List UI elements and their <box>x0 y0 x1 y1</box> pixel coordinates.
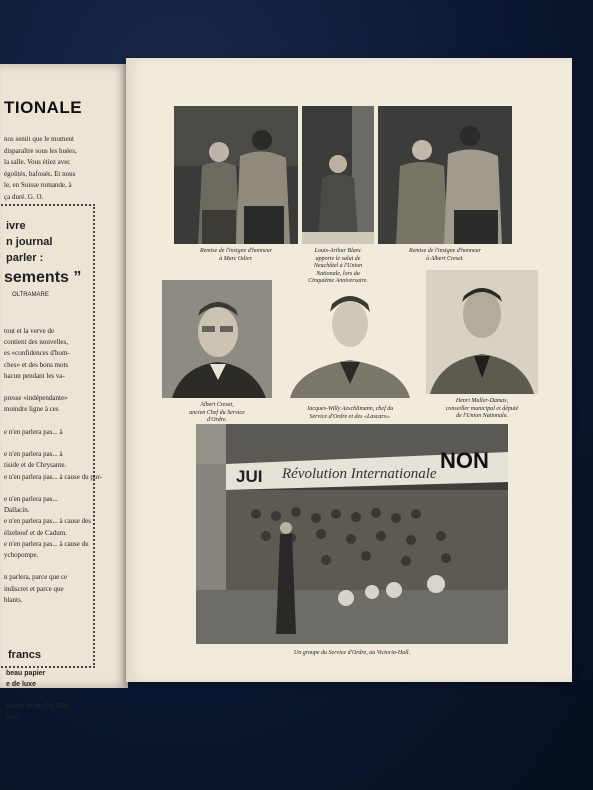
photo-marc-odier <box>174 106 298 244</box>
caption-3 <box>378 248 512 263</box>
ad-body-line: n parlera, parce que ce <box>4 573 68 582</box>
ad-body-line: e n'en parlera pas... à cause du por- <box>4 472 102 481</box>
photo-victoria-hall <box>196 424 508 644</box>
ad-body-line: élzebouf et de Cadum. <box>4 528 67 537</box>
ad-heading-line: n journal <box>6 236 53 248</box>
ad-heading-line: ivre <box>6 220 26 232</box>
ad-heading-line: parler : <box>6 252 44 264</box>
ad-author: OLTRAMARE <box>12 292 49 298</box>
ad-footer-line: e de luxe <box>6 681 36 688</box>
photo-louis-arthur-blanc <box>302 106 374 244</box>
caption-line: Jacques-Willy Aeschlimann, chef du <box>306 406 394 412</box>
ad-body-line: e n'en parlera pas... <box>4 495 58 504</box>
intro-line: égoûtés, bafoués. Et nous <box>4 169 76 178</box>
ad-footer-line: airies et au PILORI, <box>6 703 70 710</box>
caption-line: Service d'Ordre et des «Lascars». <box>309 413 391 420</box>
ad-body-line: Dallacin. <box>4 506 30 515</box>
photo-muller-damas-portrait <box>426 270 538 394</box>
left-page <box>0 64 128 721</box>
photo-albert-creset-insigne <box>378 106 512 244</box>
right-page <box>126 58 572 682</box>
caption-5 <box>276 406 424 421</box>
caption-line: Remise de l'insigne d'honneur <box>408 248 482 254</box>
ad-body-line: indiscret et parce que <box>4 584 64 593</box>
caption-line: conseiller municipal et député <box>445 405 519 412</box>
ad-body-line: e n'en parlera pas... à cause du <box>4 539 89 548</box>
ad-footer-line: beau papier <box>6 670 46 677</box>
caption-line: Albert Creset, <box>200 402 234 408</box>
left-page-title: TIONALE <box>4 98 83 117</box>
caption-line: Remise de l'insigne d'honneur <box>199 248 273 254</box>
caption-4 <box>162 402 272 425</box>
ad-footer-line <box>6 690 70 701</box>
intro-line: la salle. Vous étiez avec <box>4 158 71 166</box>
intro-line: disparaître sous les huées, <box>4 146 77 155</box>
banner-right-text: NON <box>440 448 489 473</box>
ad-body-line <box>4 438 94 449</box>
ad-body-text <box>4 326 102 606</box>
ad-body-line: presse «indépendante» <box>4 394 68 403</box>
caption-line: ancien Chef du Service <box>189 409 245 416</box>
photo-aeschlimann-portrait <box>286 284 414 398</box>
banner-text: Révolution Internationale <box>282 466 437 482</box>
caption-line: de l'Union Nationale. <box>456 413 508 419</box>
ad-body-line: moindre ligne à ces <box>4 405 59 414</box>
ad-price: francs <box>8 649 42 661</box>
ad-body-line: e n'en parlera pas... à <box>4 427 63 436</box>
ad-body-line: tout et la verve de <box>4 327 55 335</box>
ad-body-line: hacun pendant les va- <box>4 371 65 380</box>
ad-body-line <box>4 561 94 572</box>
photo-albert-creset-portrait <box>162 280 272 398</box>
ad-body-line: ychopompe. <box>4 551 39 560</box>
intro-line: le, en Suisse romande, à <box>4 181 72 189</box>
ad-body-line: e n'en parlera pas... à cause des <box>4 517 91 526</box>
caption-2 <box>296 248 380 286</box>
caption-1 <box>174 248 298 263</box>
ad-footer <box>6 668 70 723</box>
ad-body-line: contient des nouvelles, <box>4 338 68 347</box>
intro-line: ça duré. G. O. <box>4 192 44 201</box>
caption-line: Cinquième Anniversaire. <box>308 278 368 284</box>
banner-left-text: JUI <box>236 467 263 486</box>
ad-body-line: ches» et des bons mots <box>4 360 69 369</box>
ad-body-line: es «confidences d'hom- <box>4 349 70 358</box>
caption-line: Un groupe du Service d'Ordre, au Victoria-Hall. <box>293 650 411 656</box>
left-intro-text <box>4 134 124 203</box>
ad-body-line: e n'en parlera pas... à <box>4 450 63 459</box>
caption-7 <box>196 650 508 658</box>
intro-line: nos sentit que le moment <box>4 135 74 143</box>
ad-body-line <box>4 483 94 494</box>
caption-line: à Albert Creset. <box>426 255 464 262</box>
caption-line: apporte le salut de <box>315 255 361 262</box>
ad-body-line: blants. <box>4 595 23 604</box>
caption-line: Nationale, lors du <box>316 270 360 277</box>
ad-body-line: tiside et de Chrysante. <box>4 461 67 470</box>
caption-line: Neuchâtel à l'Union <box>313 263 363 269</box>
caption-line: Louis-Arthur Blanc <box>314 248 362 254</box>
ad-body-line <box>4 382 94 393</box>
caption-line: Henri Muller-Damas, <box>455 398 509 404</box>
ad-footer-line: erie. <box>6 714 21 721</box>
caption-line: à Marc Odier. <box>219 255 253 262</box>
caption-6 <box>422 398 542 421</box>
ad-title: sements ” <box>4 269 82 286</box>
caption-line: d'Ordre. <box>206 417 227 423</box>
ad-body-line <box>4 416 94 427</box>
